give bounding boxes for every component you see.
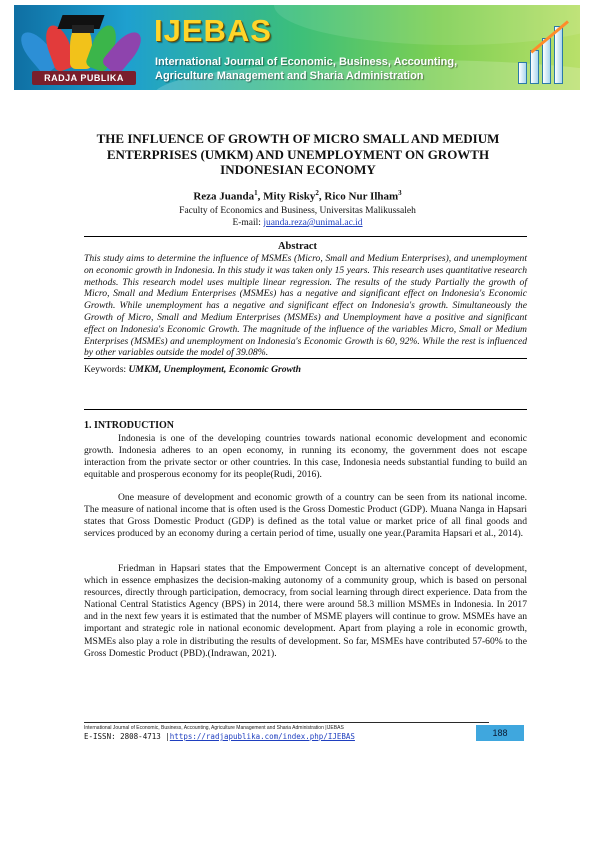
journal-fullname: International Journal of Economic, Business, Accounting, Agriculture Management and Sharia Administration	[155, 56, 458, 82]
author-affiliation-mark: 1	[254, 189, 258, 197]
author-separator: ,	[318, 190, 325, 203]
keywords-line	[84, 364, 527, 375]
page-number: 188	[476, 725, 524, 741]
affiliation: Faculty of Economics and Business, Universitas Malikussaleh	[179, 206, 416, 216]
email-label: E-mail:	[232, 218, 264, 228]
journal-brand: IJEBAS	[154, 13, 272, 48]
journal-banner	[14, 5, 580, 90]
paper-title: THE INFLUENCE OF GROWTH OF MICRO SMALL AND MEDIUM ENTERPRISES (UMKM) AND UNEMPLOYMENT ON GROWTH INDONESIAN ECONOMY	[96, 131, 500, 177]
author-affiliation-mark: 2	[315, 189, 319, 197]
publisher-logo-label: RADJA PUBLIKA	[32, 71, 136, 85]
divider	[84, 358, 527, 359]
keywords-label: Keywords:	[84, 364, 129, 375]
growth-chart-icon	[516, 16, 572, 84]
footer-divider	[84, 722, 489, 723]
chart-bar	[530, 50, 539, 84]
body-paragraph: Indonesia is one of the developing countries towards national economic development and economic growth. Indonesia adheres to an open economy, in running its economy, the government does not escape interaction from the private sector or other countries. In this case, Indonesia needs substantial funding to build an equitable and prosperous economy for its people(Rudi, 2016).	[84, 433, 527, 481]
author-separator: ,	[257, 190, 264, 203]
divider	[84, 409, 527, 410]
author-list	[0, 189, 595, 203]
chart-bar	[518, 62, 527, 84]
author-name: Mity Risky	[263, 190, 316, 203]
abstract-text: This study aims to determine the influence of MSMEs (Micro, Small and Medium Enterprises), and unemployment on economic growth in Indonesia. In this study it was taken only 15 years. This research uses quantitative research methods. This research model uses multiple linear regression. The results of the study Partially the growth of Micro, Small and Medium Enterprises (MSMEs) has a negative and significant effect on Indonesia's Economic Growth. While unemployment has a negative and significant effect on Indonesia's growth. Simultaneously the Growth of Micro, Small and Medium Enterprises (MSMEs) and Unemployment have a positive and significant effect on Indonesia's Economic Growth. The magnitude of the influence of the variables Micro, Small or Medium Enterprises (MSMEs) and unemployment on Indonesia's Economic Growth is 60, 92%. While the rest is influenced by other variables outside the model of 39.08%.	[84, 253, 527, 359]
graduation-cap-icon	[72, 25, 94, 33]
footer-issn	[84, 732, 355, 741]
email-link[interactable]: juanda.reza@unimal.ac.id	[263, 218, 363, 228]
divider	[84, 236, 527, 237]
email-line	[0, 218, 595, 228]
author-name: Rico Nur Ilham	[324, 190, 399, 203]
keywords-value: UMKM, Unemployment, Economic Growth	[128, 364, 301, 375]
publisher-logo	[22, 11, 140, 87]
body-paragraph: Friedman in Hapsari states that the Empowerment Concept is an alternative concept of development, which in essence emphasizes the decision-making autonomy of a community group, which is based on personal resources, directly through participation, democracy, from social learning through direct experience. Data from the National Central Statistics Agency (BPS) in 2014, there were around 58.3 million MSMEs in Indonesia. In 2017 and in the next few years it is estimated that the number of MSME players will continue to grow. MSMEs have an important and strategic role in national economic development. Apart from playing a role in economic growth, MSMEs also play a role in distributing the results of development. So far, MSMEs have contributed 57-60% to the Gross Domestic Product (PBD).(Indrawan, 2021).	[84, 563, 527, 659]
section-heading: 1. INTRODUCTION	[84, 420, 175, 431]
footer-journal-line: International Journal of Economic, Business, Accounting, Agriculture Management and Sharia Administration |IJEBAS	[84, 725, 344, 731]
chart-bar	[542, 38, 551, 84]
journal-link[interactable]: https://radjapublika.com/index.php/IJEBAS	[169, 732, 355, 741]
chart-bar	[554, 26, 563, 84]
issn-text: E-ISSN: 2808-4713 |	[84, 732, 170, 741]
abstract-heading: Abstract	[277, 241, 318, 252]
body-paragraph: One measure of development and economic growth of a country can be seen from its national income. The measure of national income that is often used is the Gross Domestic Product (GDP). Muana Nanga in Hapsari states that Gross Domestic Product (GDP) is defined as the total value or market price of all final goods and services produced by an economy during a certain period of time, usually one year.(Paramita Hapsari et al., 2014).	[84, 492, 527, 540]
author-name: Reza Juanda	[193, 190, 255, 203]
author-affiliation-mark: 3	[398, 189, 402, 197]
